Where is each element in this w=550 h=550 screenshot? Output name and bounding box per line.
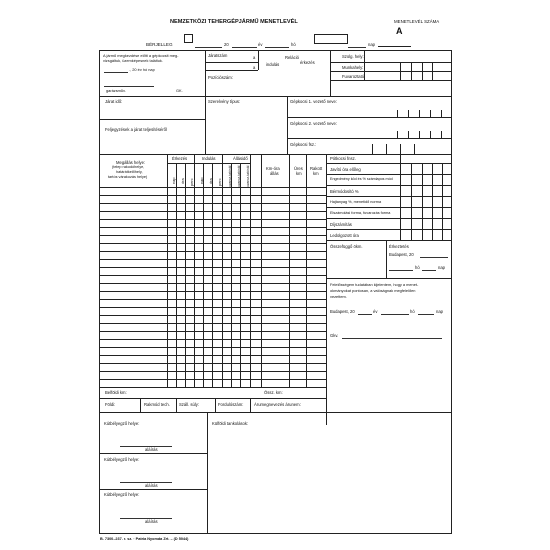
ures-km-header: km bbox=[296, 171, 302, 176]
felelossegem-3: vezettem. bbox=[330, 294, 347, 299]
ho-label: hó bbox=[291, 42, 296, 47]
alairas-1-label: aláírás bbox=[145, 447, 158, 452]
feljegyzesek-label: Feljegyzések a járat teljesítéséről bbox=[105, 127, 167, 132]
right-item-1: Javító óra előleg bbox=[330, 167, 361, 172]
alairas-2-label: aláírás bbox=[145, 483, 158, 488]
ev2-label: év bbox=[373, 309, 378, 314]
table-row[interactable] bbox=[99, 235, 326, 236]
table-row[interactable] bbox=[99, 331, 326, 332]
table-row[interactable] bbox=[99, 315, 326, 316]
belfoldi-km-label: Belföldi km: bbox=[105, 390, 127, 395]
erk-nap-label: nap bbox=[438, 265, 445, 270]
table-row[interactable] bbox=[99, 251, 326, 252]
kmora-header: Km-óra bbox=[266, 166, 280, 171]
nap-label: nap bbox=[368, 42, 375, 47]
gk-label: GK. bbox=[176, 88, 183, 93]
year-prefix: 20 bbox=[224, 42, 229, 47]
table-row[interactable] bbox=[99, 203, 326, 204]
serial-label: MENETLEVÉL SZÁMA bbox=[394, 19, 440, 24]
col-erk-ora: óra bbox=[180, 178, 185, 184]
col-erk-perc: perc bbox=[189, 178, 194, 186]
nap2-label: nap bbox=[436, 309, 443, 314]
ho2-label: hó bbox=[410, 309, 415, 314]
table-row[interactable] bbox=[99, 243, 326, 244]
kmora-allas-header: állás bbox=[270, 171, 279, 176]
table-row[interactable] bbox=[99, 195, 326, 196]
kutbelyegzo-2-label: Kútbélyegző helye: bbox=[104, 457, 140, 462]
megallas-label: Megállás helye: bbox=[116, 160, 146, 165]
ossz-km-label: Össz. km: bbox=[264, 390, 283, 395]
arumegnevezes-label: Árumegnevezés árunem: bbox=[254, 402, 301, 407]
szall-suly-label: Száll. súly: bbox=[179, 402, 200, 407]
month-field[interactable] bbox=[265, 47, 289, 48]
table-row[interactable] bbox=[99, 355, 326, 356]
kutbelyegzo-1-label: Kútbélyegző helye: bbox=[104, 421, 140, 426]
right-item-2: Engedmény köd és % számlapos mód bbox=[330, 177, 393, 181]
col-allas-1: fuvaroz-tatónál bbox=[228, 165, 232, 188]
megallas-sub-1: (telep rakodóhelye, bbox=[112, 165, 145, 169]
right-item-6: Díjszámítás bbox=[330, 222, 352, 227]
erkeztetes-label: Érkeztetés bbox=[389, 244, 409, 249]
table-row[interactable] bbox=[99, 363, 326, 364]
right-item-3: Bérmódosító % bbox=[330, 189, 359, 194]
jaratszam-b: a bbox=[253, 65, 256, 70]
table-row[interactable] bbox=[99, 211, 326, 212]
szerelveny-tipus-label: Szerelvény típus: bbox=[208, 99, 241, 104]
jaratszam-label: Járatszám bbox=[208, 53, 228, 58]
relacio-label: Reláció bbox=[285, 55, 299, 60]
col-allas-3: fuvaroz-tatónál bbox=[246, 165, 250, 188]
indulas-header: Indulás bbox=[202, 156, 216, 161]
table-row[interactable] bbox=[99, 267, 326, 268]
table-row[interactable] bbox=[99, 339, 326, 340]
table-row[interactable] bbox=[99, 379, 326, 380]
right-item-0: Pótkocsi fnsz. bbox=[330, 156, 356, 161]
relacio-indulas: indulás bbox=[266, 62, 280, 67]
budapest2-label: Budapest, 20 bbox=[330, 309, 355, 314]
day-field[interactable] bbox=[348, 47, 366, 48]
table-row[interactable] bbox=[99, 275, 326, 276]
garazsmuv-label: garázsmův. bbox=[106, 88, 126, 93]
gk-fsz-label: Gépkocsi fsz.: bbox=[290, 142, 317, 147]
right-item-7: Ledolgozott óra bbox=[330, 233, 359, 238]
rakott-header: Rakott bbox=[310, 166, 323, 171]
kutbelyegzo-3-label: Kútbélyegző helye: bbox=[104, 492, 140, 497]
table-row[interactable] bbox=[99, 323, 326, 324]
fordulo-label: Fordulószám: bbox=[218, 402, 244, 407]
fuvaroztato-label: Fuvaroztató: bbox=[342, 74, 366, 79]
serial-number-field[interactable] bbox=[378, 39, 411, 47]
rakmod-label: Rakmód tech. bbox=[144, 402, 170, 407]
kulfoldi-tankolasok-label: Külföldi tankolások: bbox=[212, 421, 249, 426]
month-box[interactable] bbox=[314, 34, 348, 44]
year-field[interactable] bbox=[232, 47, 257, 48]
felelossegem-1: Felelősségem tudatában kijelentem, hogy a menet- bbox=[330, 282, 419, 287]
munkahely-label: Munkahely: bbox=[342, 65, 364, 70]
date-line-label: ., 20 év hó nap bbox=[129, 67, 155, 72]
col-ind-nap: nap bbox=[199, 177, 204, 184]
table-row[interactable] bbox=[99, 227, 326, 228]
allasido-header: Állásidő bbox=[233, 156, 248, 161]
form-title: NEMZETKÖZI TEHERGÉPJÁRMŰ MENETLEVÉL bbox=[170, 19, 298, 25]
gk1-vezeto-label: Gépkocsi 1. vezető neve: bbox=[290, 99, 338, 104]
felelossegem-2: okmányokat pontosan, a valóságnak megfelelően bbox=[330, 288, 416, 293]
poziciosza-label: Pozíciószám: bbox=[208, 75, 233, 80]
table-row[interactable] bbox=[99, 291, 326, 292]
table-row[interactable] bbox=[99, 347, 326, 348]
jarat-ido-label: Járat idő: bbox=[105, 99, 123, 104]
col-ind-ora: óra bbox=[208, 178, 213, 184]
budapest-label: Budapest, 20 bbox=[389, 252, 414, 257]
right-item-5: Elszámolási forma, fuvarozás forma bbox=[330, 211, 391, 215]
berjelleg-label: BÉRJELLEG bbox=[146, 42, 173, 47]
gk2-vezeto-label: Gépkocsi 2. vezető neve: bbox=[290, 121, 338, 126]
szolg-hely-label: Szolg. hely: bbox=[342, 54, 364, 59]
intro-text-2: vizsgáltuk, üzemképesnek találtuk. bbox=[103, 58, 163, 63]
rakott-km-header: km bbox=[313, 171, 319, 176]
serial-letter: A bbox=[396, 26, 403, 36]
foldi-label: Földi: bbox=[105, 402, 116, 407]
col-erk-nap: nap bbox=[171, 177, 176, 184]
berjelleg-checkbox[interactable] bbox=[184, 34, 193, 43]
erkezes-header: Érkezés bbox=[172, 156, 188, 161]
erk-ho-label: hó bbox=[415, 265, 420, 270]
megallas-sub-2: határátkelőhely, bbox=[116, 170, 143, 174]
ures-header: Üres bbox=[294, 166, 303, 171]
gkv-label: Gkv. bbox=[330, 333, 339, 338]
col-allas-2: fuvaroz-tatónál bbox=[237, 165, 241, 188]
table-row[interactable] bbox=[99, 219, 326, 220]
table-row[interactable] bbox=[99, 371, 326, 372]
osszefuggo-label: Összefüggő ökm. bbox=[330, 244, 363, 249]
right-item-4: Hajtanyag %, menetidő norma bbox=[330, 200, 382, 204]
table-row[interactable] bbox=[99, 259, 326, 260]
table-row[interactable] bbox=[99, 307, 326, 308]
ev-label: év bbox=[258, 42, 263, 47]
table-row[interactable] bbox=[99, 299, 326, 300]
table-row[interactable] bbox=[99, 283, 326, 284]
col-ind-perc: perc bbox=[217, 178, 222, 186]
relacio-erkezes: érkezés bbox=[300, 60, 315, 65]
jaratszam-a: a bbox=[253, 55, 256, 60]
megallas-sub-3: tartós várakozás helye) bbox=[108, 175, 148, 179]
berjelleg-field[interactable] bbox=[195, 47, 222, 48]
alairas-3-label: aláírás bbox=[145, 519, 158, 524]
intro-text: A jármű megkezdése előtt a gépkocsit meg- bbox=[103, 53, 179, 58]
footer-code: B. 7300–237. r. sz. · Patria Nyomda Zrt. – (D 5044) bbox=[100, 537, 189, 541]
